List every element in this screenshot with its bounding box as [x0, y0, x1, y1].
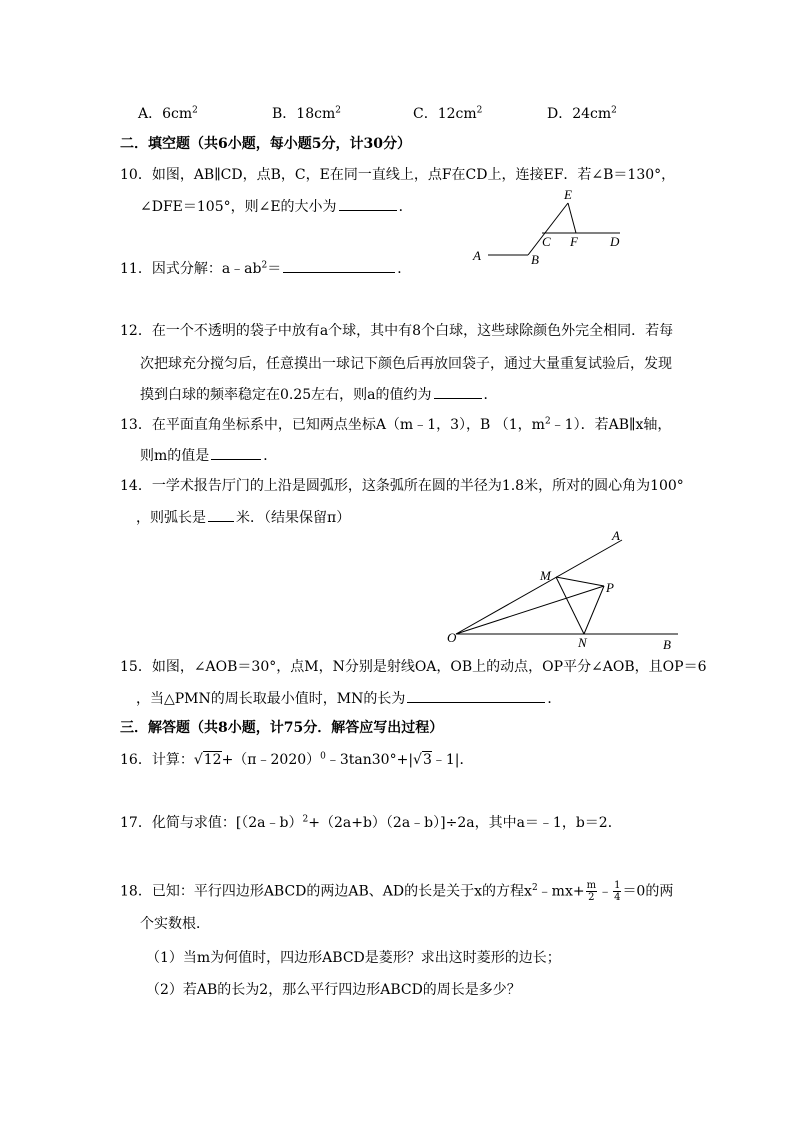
q10-answer-blank — [339, 196, 397, 211]
sqrt-sign-1: √ — [193, 752, 203, 768]
option-c: C．$12cm^2$ — [413, 105, 483, 122]
sqrt-sign-2: √ — [413, 752, 422, 768]
q15-label-b: B — [663, 637, 671, 652]
q10-line1: 10．如图，AB∥CD，点B，C，E在同一直线上，点F在CD上，连接EF．若∠B＝130°， — [120, 167, 676, 183]
q18-line2: 个实数根． — [140, 916, 210, 932]
q15-label-a: A — [612, 528, 620, 543]
q13-line2: 则m的值是 ． — [140, 445, 277, 466]
q10-line2: ∠DFE＝105°，则∠E的大小为 ． — [140, 196, 413, 217]
q15-line1: 15．如图，∠AOB＝30°，点M，N分别是射线OA，OB上的动点，OP平分∠AOB，且OP＝6 — [120, 659, 707, 675]
q15-line2: ，当△PMN的周长取最小值时，MN的长为 ． — [136, 688, 561, 709]
section-2-title: 二．填空题（共6小题，每小题5分，计30分） — [120, 136, 411, 152]
q11: 11．因式分解：$a﹣ab^2=$ ． — [120, 258, 411, 279]
q15-label-p: P — [606, 580, 614, 595]
q13-line1: 13．在平面直角坐标系中，已知两点坐标A（m﹣1，3），B （1，$m^2﹣1$）．若AB∥x轴， — [120, 416, 672, 433]
section-3-title: 三．解答题（共8小题，计75分．解答应写出过程） — [120, 720, 444, 736]
q15-answer-blank — [407, 688, 545, 703]
q13-answer-blank — [211, 445, 261, 460]
q18-sub1: （1）当m为何值时，四边形ABCD是菱形？求出这时菱形的边长； — [146, 950, 561, 966]
q18-line1: 18．已知：平行四边形ABCD的两边AB、AD的长是关于x的方程$x^2﹣mx+$ $\frac{m}{2}$ ﹣ $\frac{1}{4}$ ＝0的两 — [120, 880, 674, 903]
q10-label-e: E — [564, 187, 572, 202]
q10-label-f: F — [570, 234, 578, 249]
q14-line2: ，则弧长是 米．（结果保留π） — [136, 507, 350, 528]
option-a: A．$6cm^2$ — [138, 105, 198, 122]
q17: 17．化简与求值：[（2a﹣b）$^2$+（2a+b）（2a﹣b）]÷2a，其中a＝﹣1，b＝2． — [120, 814, 622, 831]
q15-label-n: N — [578, 635, 587, 650]
q18-fraction-m-over-2: $\frac{m}{2}$ — [586, 880, 597, 903]
option-d: D．$24cm^2$ — [547, 105, 617, 122]
q12-answer-blank — [434, 384, 482, 399]
q14-line1: 14．一学术报告厅门的上沿是圆弧形，这条弧所在圆的半径为1.8米，所对的圆心角为100° — [120, 478, 684, 494]
q10-label-d: D — [610, 234, 620, 249]
option-b: B．$18cm^2$ — [272, 105, 341, 122]
q15-label-o: O — [447, 630, 457, 645]
q15-label-m: M — [540, 568, 551, 583]
q10-label-c: C — [542, 234, 551, 249]
q10-label-a: A — [473, 248, 481, 263]
q11-answer-blank — [283, 258, 395, 273]
q15-figure — [444, 524, 688, 654]
q12-line1: 12．在一个不透明的袋子中放有a个球，其中有8个白球，这些球除颜色外完全相同．若每 — [120, 323, 674, 339]
q18-sub2: （2）若AB的长为2，那么平行四边形ABCD的周长是多少？ — [146, 982, 521, 998]
q16: 16．计算：√12+（π﹣2020）$^0$﹣3tan30°+|√3﹣1|． — [120, 751, 474, 768]
q14-answer-blank — [208, 507, 234, 522]
q10-label-b: B — [531, 252, 539, 267]
q18-fraction-1-over-4: $\frac{1}{4}$ — [614, 880, 621, 903]
q12-line2: 次把球充分搅匀后，任意摸出一球记下颜色后再放回袋子，通过大量重复试验后，发现 — [140, 356, 672, 372]
q10-figure — [470, 186, 630, 268]
q12-line3: 摸到白球的频率稳定在0.25左右，则a的值约为 ． — [140, 384, 498, 405]
